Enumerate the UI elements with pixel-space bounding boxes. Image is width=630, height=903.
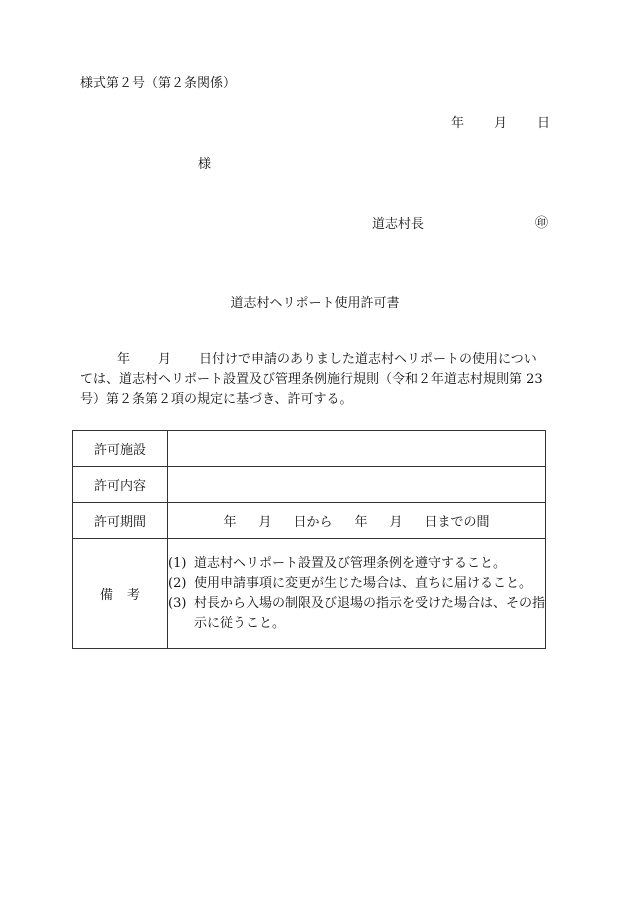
table-row-period bbox=[73, 503, 546, 539]
facility-value bbox=[168, 431, 546, 467]
list-item bbox=[168, 554, 545, 574]
date-year-label: 年 bbox=[450, 116, 464, 131]
issuer-title: 道志村長 bbox=[372, 217, 425, 232]
content-label: 許可内容 bbox=[73, 467, 168, 503]
permit-table bbox=[72, 430, 546, 649]
addressee-suffix: 様 bbox=[198, 157, 212, 172]
period-from-year: 年 bbox=[223, 515, 237, 530]
body-year: 年 bbox=[117, 352, 131, 367]
period-to-year: 年 bbox=[354, 515, 368, 530]
list-item bbox=[168, 574, 545, 594]
remark-text: 村長から入場の制限及び退場の指示を受けた場合は、その指示に従うこと。 bbox=[194, 595, 546, 631]
period-label: 許可期間 bbox=[73, 503, 168, 539]
remarks-list bbox=[168, 539, 546, 649]
period-to-day: 日までの間 bbox=[424, 515, 490, 530]
date-day-label: 日 bbox=[536, 116, 550, 131]
date-month-label: 月 bbox=[493, 116, 507, 131]
facility-label: 許可施設 bbox=[73, 431, 168, 467]
remark-number: (2) bbox=[168, 575, 187, 591]
remark-number: (3) bbox=[168, 595, 187, 611]
document-title: 道志村ヘリポート使用許可書 bbox=[230, 296, 400, 311]
body-line-3: 号）第２条第２項の規定に基づき、許可する。 bbox=[80, 392, 353, 407]
remark-text: 道志村ヘリポート設置及び管理条例を遵守すること。 bbox=[194, 555, 507, 571]
remark-number: (1) bbox=[168, 555, 187, 571]
form-number: 様式第２号（第２条関係） bbox=[80, 76, 237, 91]
period-from-day: 日から bbox=[293, 515, 333, 530]
table-row-content bbox=[73, 467, 546, 503]
period-value bbox=[168, 503, 546, 539]
remarks-label-1: 備 bbox=[99, 588, 113, 603]
body-month: 月 bbox=[158, 352, 172, 367]
period-from-month: 月 bbox=[258, 515, 272, 530]
period-to-month: 月 bbox=[389, 515, 403, 530]
table-row-facility bbox=[73, 431, 546, 467]
table-row-remarks bbox=[73, 539, 546, 649]
remarks-label bbox=[73, 539, 168, 649]
remark-text: 使用申請事項に変更が生じた場合は、直ちに届けること。 bbox=[194, 575, 533, 591]
body-line-2: ては、道志村ヘリポート設置及び管理条例施行規則（令和２年道志村規則第 23 bbox=[80, 372, 543, 387]
body-line-1-rest: 日付けで申請のありました道志村ヘリポートの使用につい bbox=[199, 352, 537, 367]
remarks-label-2: 考 bbox=[127, 588, 141, 603]
body-line-1 bbox=[80, 350, 554, 370]
body-text bbox=[80, 350, 554, 410]
date-line bbox=[451, 112, 550, 131]
content-value bbox=[168, 467, 546, 503]
list-item bbox=[168, 594, 545, 634]
seal-mark-icon: ㊞ bbox=[534, 216, 548, 231]
